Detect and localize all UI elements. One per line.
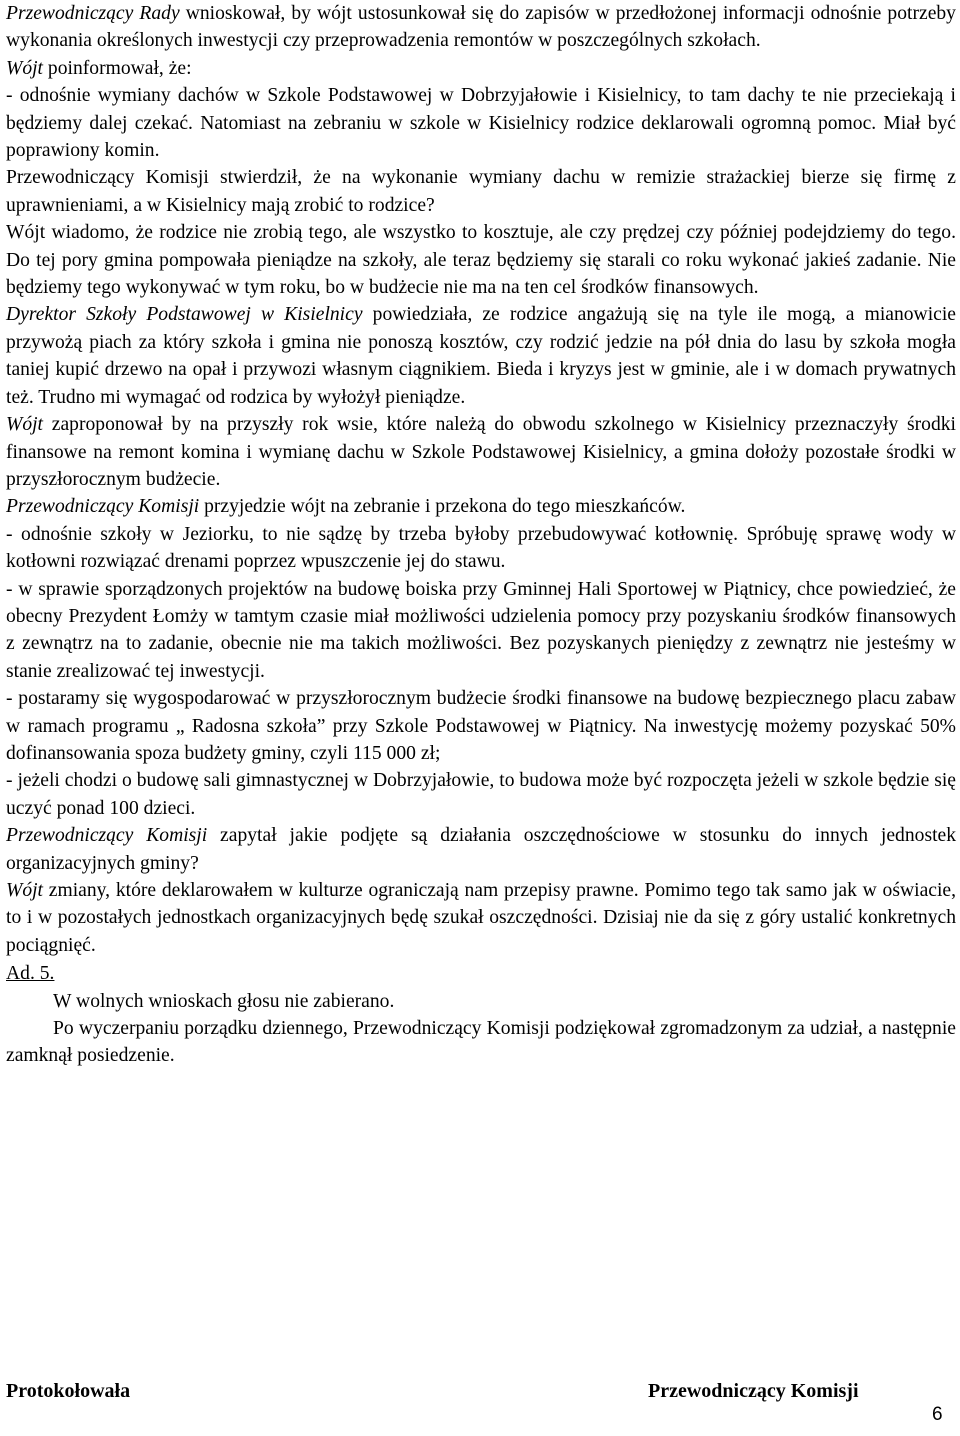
paragraph-text: powiedziała, ze rodzice angażują się na tyle ile mogą, a mianowicie przywożą piach za który szkoła i gmina nie ponoszą kosztów, czy rodzić jedzie na pół dnia do lasu by szkoła mogła taniej kupić drzewo na opał i przywozi własnym ciągnikiem. Bieda i kryzys jest w gminie, ale i w domach prywatnych też. Trudno mi wymagać od rodzica by wyłożył pieniądze.: [6, 304, 956, 408]
speaker-label: Przewodniczący Komisji: [6, 496, 200, 518]
paragraph-free-motions: [6, 988, 956, 1015]
paragraph-playground: [6, 685, 956, 767]
speaker-label: Wójt: [6, 880, 44, 901]
ad-heading: Ad. 5.: [6, 963, 55, 985]
paragraph-text: W wolnych wnioskach głosu nie zabierano.: [53, 990, 395, 1012]
speaker-label: Wójt: [6, 414, 44, 436]
document-body: [6, 0, 956, 1070]
paragraph-text: - w sprawie sporządzonych projektów na budowę boiska przy Gminnej Hali Sportowej w Piątnicy, chce powiedzieć, że obecny Prezydent Łomży w tamtym czasie miał możliwości udzielenia pomocy przy pozyskaniu środków finansowych z zewnątrz na to zadanie, obecnie nie ma takich możliwości. Bez pozyskanych pieniędzy z zewnątrz nie jesteśmy w stanie zrealizować tej inwestycji.: [6, 578, 956, 682]
paragraph-text: Wójt wiadomo, że rodzice nie zrobią tego, ale wszystko to kosztuje, ale czy prędzej czy później podejdziemy do tego. Do tej pory gmina pompowała pieniądze na szkoły, ale teraz będziemy się starali co roku wykonać jakieś zadanie. Nie będziemy tego wykonywać w tym roku, bo w budżecie nie ma na ten cel środków finansowych.: [6, 222, 956, 299]
paragraph-committee-chair-meeting: [6, 493, 956, 520]
signature-committee-chair: Przewodniczący Komisji: [648, 1380, 859, 1402]
paragraph-text: zaproponował by na przyszły rok wsie, które należą do obwodu szkolnego w Kisielnicy przeznaczyły środki finansowe na remont komina i wymianę dachu w Szkole Podstawowej Kisielnicy, a gmina dołoży pozostałe środki w przyszłorocznym budżecie.: [6, 414, 956, 490]
paragraph-gym: [6, 767, 956, 822]
section-heading-ad5: [6, 959, 956, 987]
paragraph-mayor-savings: [6, 877, 956, 959]
speaker-label: Przewodniczący Rady: [6, 3, 180, 24]
paragraph-text: - odnośnie wymiany dachów w Szkole Podstawowej w Dobrzyjałowie i Kisielnicy, to tam dachy te nie przeciekają i będziemy dalej czekać. Natomiast na zebraniu w szkole w Kisielnicy rodzice deklarowali ogromną pomoc. Miał być poprawiony komin.: [6, 85, 956, 162]
paragraph-text: wnioskował, by wójt ustosunkował się do zapisów w przedłożonej informacji odnośnie potrzeby wykonania określonych inwestycji czy przeprowadzenia remontów w poszczególnych szkołach.: [6, 3, 956, 52]
paragraph-committee-chair-roof: [6, 164, 956, 219]
paragraph-text: - jeżeli chodzi o budowę sali gimnastycznej w Dobrzyjałowie, to budowa może być rozpoczęta jeżeli w szkole będzie się uczyć ponad 100 dzieci.: [6, 770, 956, 819]
speaker-label: Przewodniczący Komisji: [6, 825, 208, 847]
paragraph-text: Po wyczerpaniu porządku dziennego, Przewodniczący Komisji podziękował zgromadzonym za udział, a następnie zamknął posiedzenie.: [6, 1018, 956, 1067]
speaker-label: Dyrektor Szkoły Podstawowej w Kisielnicy: [6, 304, 363, 326]
paragraph-text: poinformował, że:: [43, 57, 192, 79]
paragraph-mayor-costs: [6, 219, 956, 301]
paragraph-mayor-proposal: [6, 411, 956, 493]
paragraph-text: - postaramy się wygospodarować w przyszłorocznym budżecie środki finansowe na budowę bezpiecznego placu zabaw w ramach programu „ Radosna szkoła” przy Szkole Podstawowej w Piątnicy. Na inwestycję możemy pozyskać 50% dofinansowania spoza budżety gminy, czyli 115 000 zł;: [6, 688, 956, 764]
speaker-label: Wójt: [6, 57, 44, 79]
paragraph-text: przyjedzie wójt na zebranie i przekona do tego mieszkańców.: [199, 496, 686, 518]
paragraph-committee-chair-savings: [6, 822, 956, 877]
page-number: 6: [932, 1404, 943, 1425]
paragraph-pitch-projects: [6, 576, 956, 686]
paragraph-roofs: [6, 82, 956, 164]
paragraph-chair-request: [6, 0, 956, 55]
paragraph-text: - odnośnie szkoły w Jeziorku, to nie sądzę by trzeba byłoby przebudowywać kotłownię. Spróbuję sprawę wody w kotłowni rozwiązać drenami poprzez wpuszczenie jej do stawu.: [6, 523, 956, 573]
paragraph-text: zmiany, które deklarowałem w kulturze ograniczają nam przepisy prawne. Pomimo tego tak samo jak w oświacie, to i w pozostałych jednostkach organizacyjnych będę szukał oszczędności. Dzisiaj nie da się z góry ustalić konkretnych pociągnięć.: [6, 880, 956, 956]
paragraph-jeziorko: [6, 521, 956, 576]
paragraph-mayor-intro: [6, 55, 956, 82]
paragraph-closing: [6, 1015, 956, 1070]
paragraph-director: [6, 301, 956, 411]
paragraph-text: zapytał jakie podjęte są działania oszczędnościowe w stosunku do innych jednostek organizacyjnych gminy?: [6, 825, 957, 874]
signature-recorder: Protokołowała: [6, 1380, 131, 1402]
paragraph-text: Przewodniczący Komisji stwierdził, że na wykonanie wymiany dachu w remizie strażackiej bierze się firmę z uprawnieniami, a w Kisielnicy mają zrobić to rodzice?: [6, 167, 956, 216]
